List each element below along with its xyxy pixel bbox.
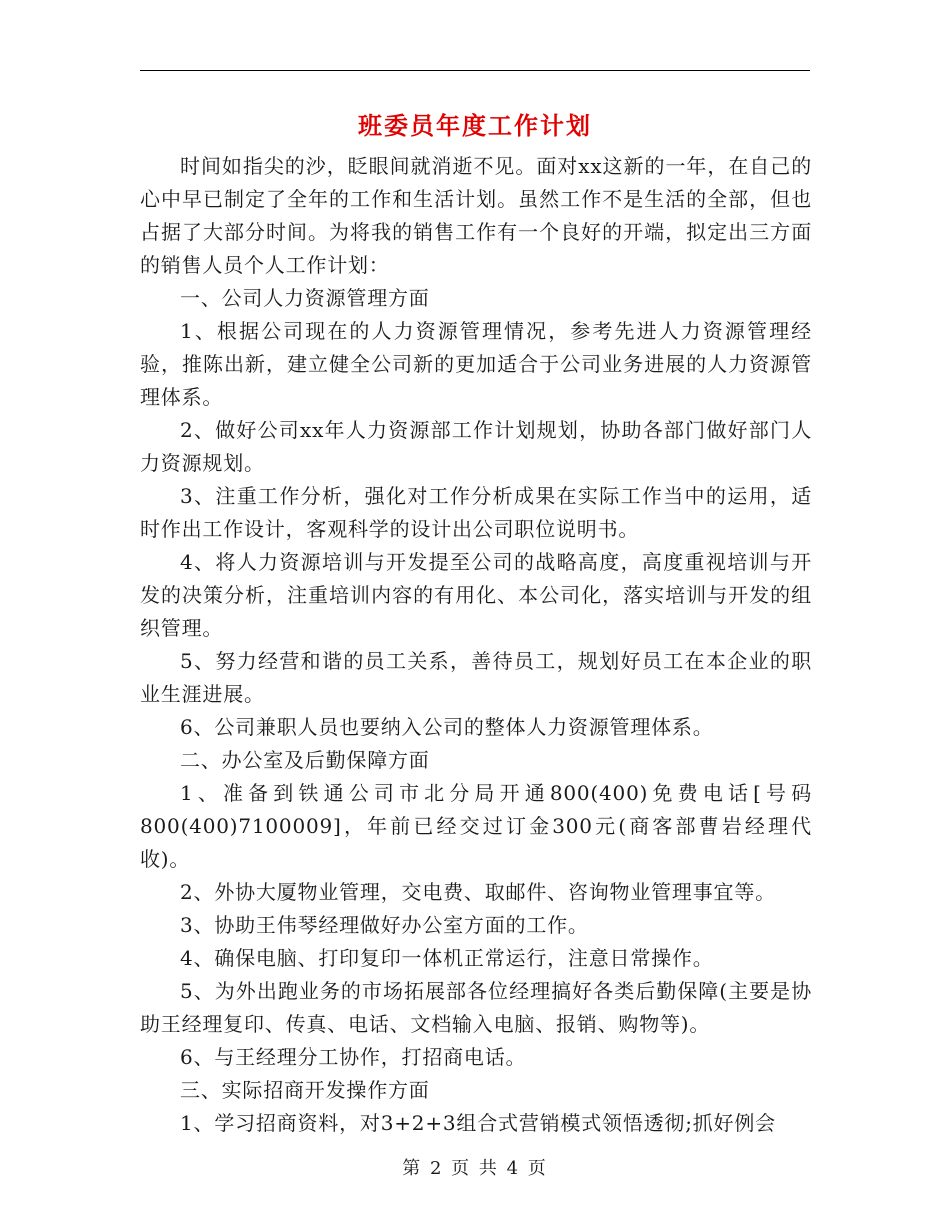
office-item-3: 3、协助王伟琴经理做好办公室方面的工作。 bbox=[180, 913, 589, 937]
header-rule bbox=[140, 70, 810, 71]
office-item-5: 5、为外出跑业务的市场拓展部各位经理搞好各类后勤保障(主要是协助王经理复印、传真、电话、文档输入电脑、报销、购物等)。 bbox=[140, 979, 812, 1036]
hr-item-1: 1、根据公司现在的人力资源管理情况，参考先进人力资源管理经验，推陈出新，建立健全公司新的更加适合于公司业务进展的人力资源管理体系。 bbox=[140, 319, 812, 409]
office-item-6: 6、与王经理分工协作，打招商电话。 bbox=[180, 1045, 527, 1069]
hr-item-4: 4、将人力资源培训与开发提至公司的战略高度，高度重视培训与开发的决策分析，注重培训内容的有用化、本公司化，落实培训与开发的组织管理。 bbox=[140, 550, 812, 640]
hr-item-6: 6、公司兼职人员也要纳入公司的整体人力资源管理体系。 bbox=[180, 715, 714, 739]
document-title: 班委员年度工作计划 bbox=[358, 111, 592, 140]
office-item-2: 2、外协大厦物业管理，交电费、取邮件、咨询物业管理事宜等。 bbox=[180, 880, 776, 904]
investment-item-1: 1、学习招商资料，对3+2+3组合式营销模式领悟透彻;抓好例会 bbox=[180, 1111, 776, 1135]
section-heading-hr: 一、公司人力资源管理方面 bbox=[180, 286, 430, 310]
intro-paragraph: 时间如指尖的沙，眨眼间就消逝不见。面对xx这新的一年，在自己的心中早已制定了全年的工作和生活计划。虽然工作不是生活的全部，但也占据了大部分时间。为将我的销售工作有一个良好的开端，拟定出三方面的销售人员个人工作计划： bbox=[140, 154, 812, 277]
hr-item-3: 3、注重工作分析，强化对工作分析成果在实际工作当中的运用，适时作出工作设计，客观科学的设计出公司职位说明书。 bbox=[140, 484, 812, 541]
page-number-footer: 第 2 页 共 4 页 bbox=[402, 1158, 548, 1179]
section-heading-investment: 三、实际招商开发操作方面 bbox=[180, 1078, 430, 1102]
hr-item-2: 2、做好公司xx年人力资源部工作计划规划，协助各部门做好部门人力资源规划。 bbox=[140, 418, 812, 475]
document-body bbox=[140, 150, 812, 1140]
hr-item-5: 5、努力经营和谐的员工关系，善待员工，规划好员工在本企业的职业生涯进展。 bbox=[140, 649, 812, 706]
office-item-1: 1、准备到铁通公司市北分局开通800(400)免费电话[号码800(400)7100009]，年前已经交过订金300元(商客部曹岩经理代收)。 bbox=[140, 781, 812, 871]
office-item-4: 4、确保电脑、打印复印一体机正常运行，注意日常操作。 bbox=[180, 946, 714, 970]
section-heading-office: 二、办公室及后勤保障方面 bbox=[180, 748, 430, 772]
